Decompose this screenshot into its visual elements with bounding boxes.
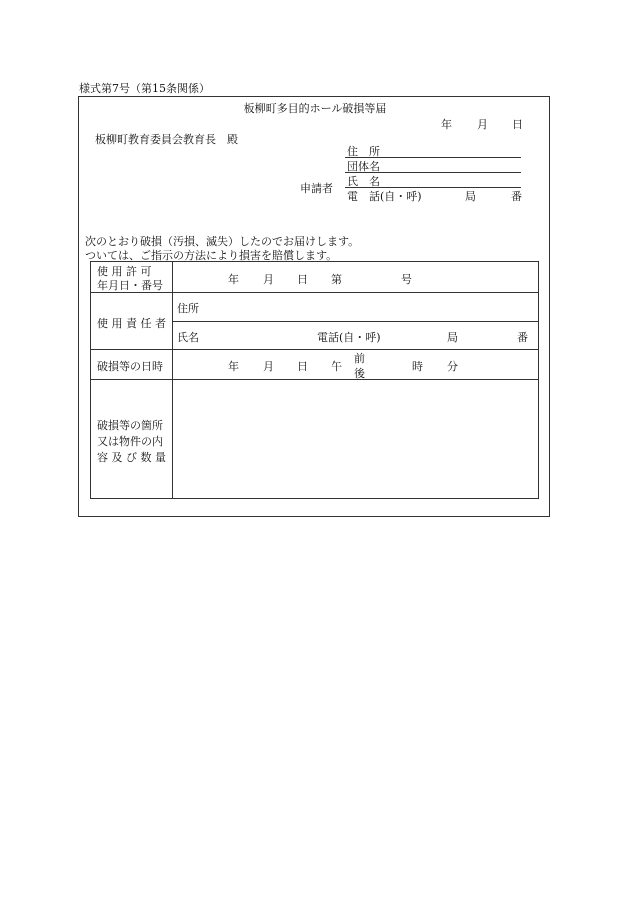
- responsible-name-label: 氏名: [177, 331, 199, 344]
- applicant-phone-field[interactable]: [345, 188, 521, 202]
- date-year-label: 年: [441, 118, 452, 131]
- applicant-organization-field[interactable]: [345, 158, 521, 173]
- applicant-name-field[interactable]: [345, 173, 521, 188]
- form-number: 様式第7号（第15条関係）: [79, 82, 210, 95]
- datetime-zen-label: 前: [354, 352, 365, 365]
- applicant-address-label: 住 所: [347, 145, 380, 158]
- permit-label-line1: 使 用 許 可: [97, 265, 152, 278]
- permit-dai-label: 第: [331, 273, 342, 286]
- permit-label-line2: 年月日・番号: [97, 279, 163, 292]
- responsible-number-label: 番: [517, 331, 528, 344]
- form-title: 板柳町多目的ホール破損等届: [243, 102, 387, 115]
- permit-month-label: 月: [263, 273, 274, 286]
- damage-detail-label-line2: 又は物件の内: [97, 435, 163, 448]
- damage-detail-field[interactable]: [177, 384, 532, 494]
- datetime-month-label: 月: [263, 360, 274, 373]
- responsible-label: 使 用 責 任 者: [97, 317, 166, 330]
- table-row-divider: [91, 379, 538, 380]
- datetime-go-label: 後: [354, 367, 365, 380]
- table-row-divider: [91, 349, 538, 350]
- body-text-line2: ついては、ご指示の方法により損害を賠償します。: [85, 249, 338, 262]
- datetime-minute-label: 分: [447, 360, 458, 373]
- applicant-phone-label: 電 話(自・呼): [347, 190, 422, 203]
- permit-go-label: 号: [401, 273, 412, 286]
- applicant-phone-number: 番: [511, 190, 522, 203]
- responsible-phone-label: 電話(自・呼): [317, 331, 381, 344]
- applicant-phone-exchange: 局: [465, 190, 476, 203]
- table-row-divider: [172, 321, 538, 322]
- body-text-line1: 次のとおり破損（汚損、滅失）したのでお届けします。: [85, 235, 360, 248]
- damage-datetime-label: 破損等の日時: [97, 360, 163, 373]
- table-column-divider: [172, 262, 173, 498]
- applicant-address-field[interactable]: [345, 143, 521, 158]
- date-month-label: 月: [477, 118, 488, 131]
- permit-day-label: 日: [297, 273, 308, 286]
- datetime-gozen-label: 午: [331, 360, 342, 373]
- datetime-day-label: 日: [297, 360, 308, 373]
- datetime-hour-label: 時: [412, 360, 423, 373]
- applicant-name-label: 氏 名: [347, 175, 380, 188]
- addressee: 板柳町教育委員会教育長 殿: [95, 133, 238, 146]
- datetime-year-label: 年: [228, 360, 239, 373]
- responsible-address-label: 住所: [177, 302, 199, 315]
- responsible-exchange-label: 局: [447, 331, 458, 344]
- applicant-organization-label: 団体名: [347, 160, 380, 173]
- detail-table: [90, 261, 539, 499]
- applicant-label: 申請者: [300, 182, 333, 195]
- permit-year-label: 年: [228, 273, 239, 286]
- date-day-label: 日: [512, 118, 523, 131]
- damage-detail-label-line1: 破損等の箇所: [97, 419, 163, 432]
- damage-detail-label-line3: 容 及 び 数 量: [97, 451, 166, 464]
